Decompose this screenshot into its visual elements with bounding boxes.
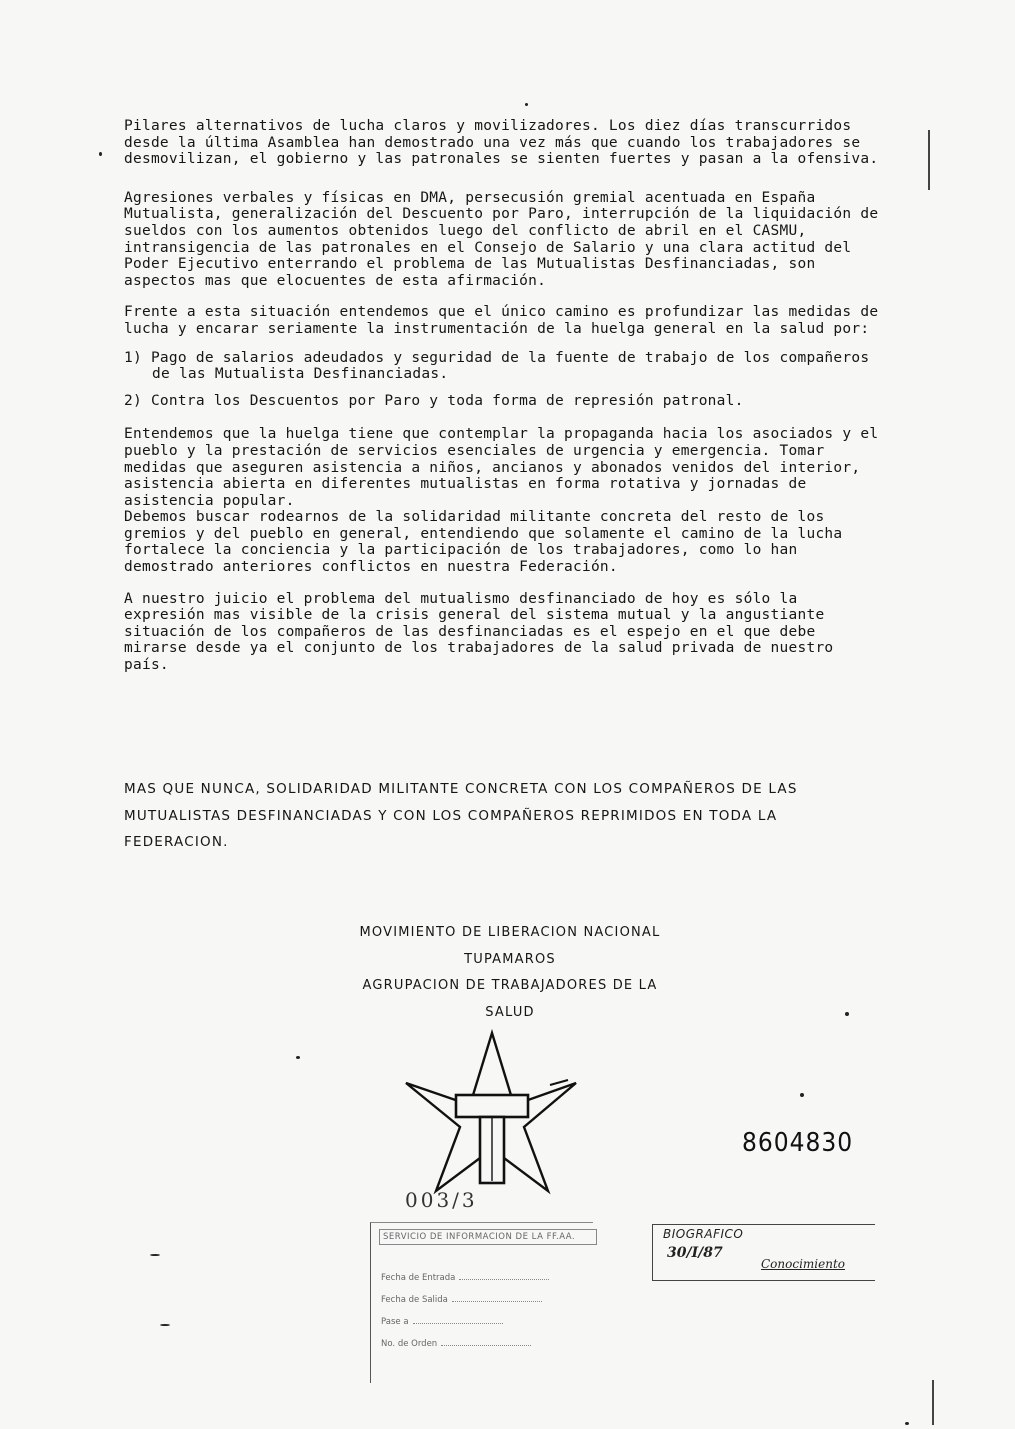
biografico-stamp <box>652 1224 875 1281</box>
scan-speck <box>296 1056 300 1059</box>
signature-line-1: MOVIMIENTO DE LIBERACION NACIONAL <box>359 925 661 940</box>
paragraph-aggressions: Agresiones verbales y físicas en DMA, persecusión gremial acentuada en España Mutualista, generalización del Descuento por Paro, interrupción de la liquidación de sueldos con los aumentos obtenidos luego del conflicto de abril en el CASMU, intransigencia de las patronales en el Consejo de Salario y una clara actitud del Poder Ejecutivo enterrando el problema de las Mutualistas Desfinanciadas, son aspectos mas que elocuentes de esta afirmación. <box>124 189 879 289</box>
paragraph-strike: Entendemos que la huelga tiene que contemplar la propaganda hacia los asociados y el pueblo y la prestación de servicios esenciales de urgencia y emergencia. Tomar medidas que aseguren asistencia a niños, ancianos y abonados venidos del interior, asistencia abierta en diferentes mutualistas en forma rotativa y jornadas de asistencia popular. <box>124 426 879 509</box>
closing-line-2: MUTUALISTAS DESFINANCIADAS Y CON LOS COMPAÑEROS REPRIMIDOS EN TODA LA <box>124 807 778 824</box>
list-item-1: 1) Pago de salarios adeudados y seguridad de la fuente de trabajo de los compañeros de las Mutualista Desfinanciadas. <box>124 349 870 383</box>
biografico-label: BIOGRAFICO <box>663 1227 744 1241</box>
scan-speck <box>99 152 102 156</box>
paragraph-opinion: A nuestro juicio el problema del mutualismo desfinanciado de hoy es sólo la expresión mas visible de la crisis general del sistema mutual y la angustiante situación de los compañeros de las desfinanciadas es el espejo en el que debe mirarse desde ya el conjunto de los trabajadores de la salud privada de nuestro país. <box>124 590 834 674</box>
handwritten-reference: 003/3 <box>405 1188 478 1212</box>
stamp-field-pase: Pase a <box>381 1317 503 1327</box>
closing-line-1: MAS QUE NUNCA, SOLIDARIDAD MILITANTE CONCRETA CON LOS COMPAÑEROS DE LAS <box>124 781 798 797</box>
scan-speck <box>150 1254 160 1256</box>
paragraph-intro: Pilares alternativos de lucha claros y movilizadores. Los diez días transcurridos desde la última Asamblea han demostrado una vez más que cuando los trabajadores se desmovilizan, el gobierno y las patronales se sienten fuertes y pasan a la ofensiva. <box>124 118 879 168</box>
scan-edge-mark <box>928 130 930 190</box>
paragraph-solidarity: Debemos buscar rodearnos de la solidaridad militante concreta del resto de los gremios y del pueblo en general, entendiendo que solamente el camino de la lucha fortalece la conciencia y la participación de los trabajadores, como lo han demostrado anteriores conflictos en nuestra Federación. <box>124 509 843 576</box>
signature-line-4: SALUD <box>485 1004 535 1020</box>
archive-stamp <box>370 1222 593 1383</box>
scan-speck <box>525 103 528 106</box>
closing-slogan <box>124 776 884 856</box>
scan-edge-mark <box>932 1380 934 1425</box>
scan-speck <box>800 1093 804 1097</box>
document-body <box>124 118 884 689</box>
scan-speck <box>160 1324 170 1326</box>
paragraph-situation: Frente a esta situación entendemos que el único camino es profundizar las medidas de lucha y encarar seriamente la instrumentación de la huelga general en la salud por: <box>124 304 879 337</box>
document-number: 8604830 <box>742 1128 854 1158</box>
archive-stamp-title: SERVICIO DE INFORMACION DE LA FF.AA. <box>379 1229 597 1245</box>
signature-block <box>330 920 690 1026</box>
stamp-field-entrada: Fecha de Entrada <box>381 1273 549 1283</box>
scan-speck <box>845 1012 849 1016</box>
signature-line-3: AGRUPACION DE TRABAJADORES DE LA <box>362 978 658 993</box>
signature-line-2: TUPAMAROS <box>464 951 556 967</box>
biografico-status: Conocimiento <box>761 1257 846 1271</box>
list-item-2: 2) Contra los Descuentos por Paro y toda forma de represión patronal. <box>124 392 744 409</box>
star-t-emblem-icon <box>400 1025 580 1195</box>
biografico-date: 30/I/87 <box>667 1245 723 1261</box>
closing-line-3: FEDERACION. <box>124 834 229 850</box>
stamp-field-orden: No. de Orden <box>381 1339 531 1349</box>
scan-speck <box>905 1422 909 1425</box>
stamp-field-salida: Fecha de Salida <box>381 1295 542 1305</box>
